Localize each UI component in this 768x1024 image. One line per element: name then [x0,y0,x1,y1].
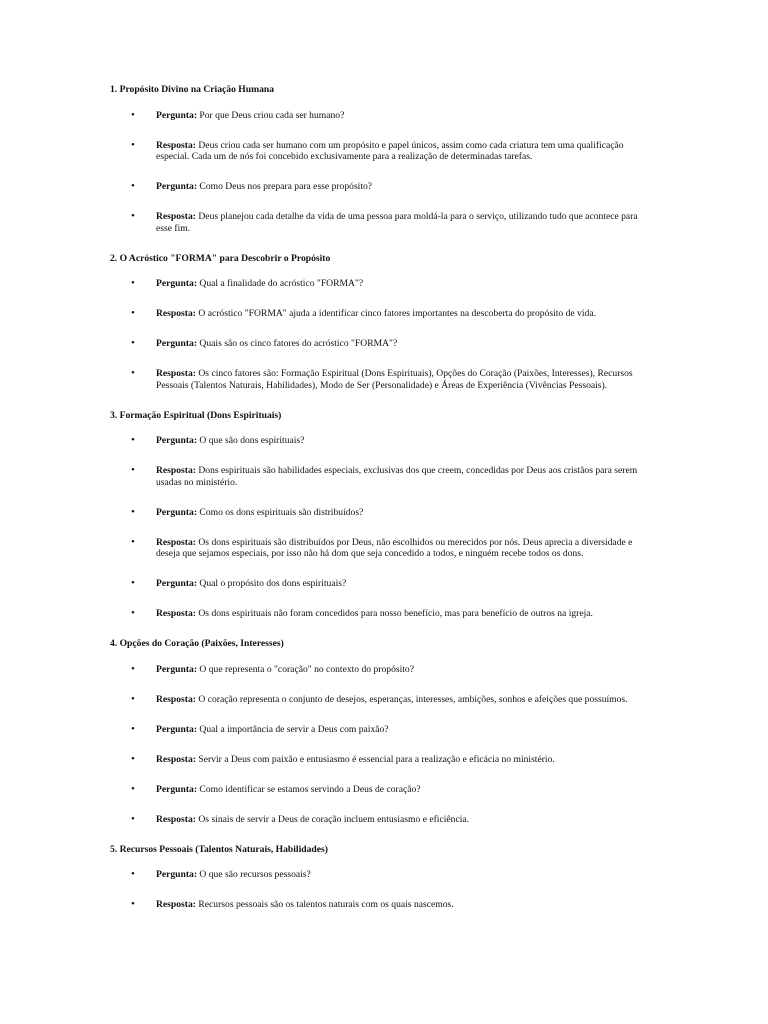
qa-label: Resposta: [156,693,196,705]
qa-label: Resposta: [156,753,196,765]
list-item [110,507,655,519]
list-item [110,694,655,706]
section-heading: 2. O Acróstico "FORMA" para Descobrir o Propósito [110,252,331,264]
list-item [110,181,655,193]
qa-list [110,110,655,235]
qa-list [110,435,655,620]
list-item [110,110,655,122]
list-item [110,308,655,320]
qa-text: O que são dons espirituais? [197,435,305,446]
bullet-icon: • [131,138,135,151]
qa-text: O coração representa o conjunto de desejos, esperanças, interesses, ambições, sonhos e afeições que possuímos. [195,693,628,705]
qa-list [110,869,655,911]
qa-text: O que são recursos pessoais? [197,869,311,880]
qa-text: Os sinais de servir a Deus de coração incluem entusiasmo e eficiência. [195,813,470,825]
qa-label: Pergunta: [156,435,198,446]
qa-text: Como identificar se estamos servindo a Deus de coração? [197,783,421,795]
qa-label: Pergunta: [156,783,198,795]
list-item [110,278,655,290]
qa-text: Os dons espirituais não foram concedidos para nosso benefício, mas para benefício de outros na igreja. [195,608,593,619]
bullet-icon: • [131,505,135,518]
qa-text: Os dons espirituais são distribuídos por Deus, não escolhidos ou merecidos por nós. Deus aprecia a diversidade e deseja que sejamos especiais, por isso não há dom que seja concedido a todos, e ninguém recebe todos os dons. [156,536,633,559]
qa-text: Os cinco fatores são: Formação Espiritual (Dons Espirituais), Opções do Coração (Paixões, Interesses), Recursos Pessoais (Talentos Naturais, Habilidades), Modo de Ser (Personalidade) e Áreas de Experiência (Vivências Pessoais). [156,368,633,391]
list-item [110,465,655,488]
bullet-icon: • [131,812,135,825]
qa-text: O acróstico "FORMA" ajuda a identificar cinco fatores importantes na descoberta do propósito de vida. [195,308,596,319]
qa-text: Deus planejou cada detalhe da vida de uma pessoa para moldá-la para o serviço, utilizando tudo que acontece para esse fim. [156,211,638,234]
qa-text: Como Deus nos prepara para esse propósito? [197,181,373,192]
bullet-icon: • [131,180,135,192]
list-item [110,608,655,620]
list-item [110,784,655,796]
qa-text: Servir a Deus com paixão e entusiasmo é essencial para a realização e eficácia no ministério. [195,753,555,765]
list-item [110,754,655,766]
qa-label: Pergunta: [156,278,198,289]
qa-label: Resposta: [156,368,196,379]
list-item [110,368,655,391]
qa-label: Resposta: [156,536,196,548]
list-item [110,869,655,881]
qa-label: Pergunta: [156,506,198,518]
qa-label: Resposta: [156,308,196,319]
qa-text: Deus criou cada ser humano com um propósito e papel únicos, assim como cada criatura tem uma qualificação especial. Cada um de nós foi concebido exclusivamente para a realização de determinadas tarefas. [156,139,624,162]
bullet-icon: • [131,898,135,910]
list-item [110,724,655,736]
qa-label: Resposta: [156,813,196,825]
qa-label: Resposta: [156,465,196,476]
qa-label: Pergunta: [156,723,198,735]
list-item [110,435,655,447]
bullet-icon: • [131,782,135,795]
qa-text: Como os dons espirituais são distribuídos? [197,506,364,518]
bullet-icon: • [131,535,135,548]
list-item [110,537,655,560]
qa-text: Qual o propósito dos dons espirituais? [197,578,347,589]
qa-text: Qual a finalidade do acróstico "FORMA"? [197,278,364,289]
section-heading: 3. Formação Espiritual (Dons Espirituais) [110,409,282,421]
bullet-icon: • [131,752,135,765]
qa-label: Pergunta: [156,869,198,880]
qa-text: O que representa o "coração" no contexto do propósito? [197,663,414,675]
section-heading: 1. Propósito Divino na Criação Humana [110,84,274,95]
qa-label: Pergunta: [156,181,198,192]
list-item [110,664,655,676]
list-item [110,814,655,826]
document-content [110,84,655,929]
qa-label: Resposta: [156,211,196,222]
qa-text: Recursos pessoais são os talentos naturais com os quais nascemos. [195,899,454,910]
qa-label: Resposta: [156,139,196,151]
bullet-icon: • [131,662,135,675]
section-heading: 5. Recursos Pessoais (Talentos Naturais, Habilidades) [110,843,328,855]
bullet-icon: • [131,868,135,880]
qa-list [110,664,655,826]
bullet-icon: • [131,210,135,222]
bullet-icon: • [131,464,135,476]
list-item [110,211,655,234]
list-item [110,899,655,911]
bullet-icon: • [131,607,135,619]
qa-label: Resposta: [156,899,196,910]
qa-label: Pergunta: [156,338,198,349]
bullet-icon: • [131,337,135,349]
qa-text: Qual a importância de servir a Deus com paixão? [197,723,389,735]
bullet-icon: • [131,277,135,289]
section-heading: 4. Opções do Coração (Paixões, Interesses) [110,638,284,649]
bullet-icon: • [131,577,135,589]
bullet-icon: • [131,307,135,319]
qa-label: Pergunta: [156,109,198,121]
bullet-icon: • [131,434,135,446]
qa-label: Resposta: [156,608,196,619]
bullet-icon: • [131,367,135,379]
list-item [110,338,655,350]
bullet-icon: • [131,108,135,121]
qa-list [110,278,655,391]
list-item [110,140,655,163]
bullet-icon: • [131,722,135,735]
bullet-icon: • [131,692,135,705]
qa-text: Dons espirituais são habilidades especiais, exclusivas dos que creem, concedidas por Deus aos cristãos para serem usadas no ministério. [156,465,638,488]
qa-label: Pergunta: [156,663,198,675]
list-item [110,578,655,590]
qa-label: Pergunta: [156,578,198,589]
qa-text: Por que Deus criou cada ser humano? [197,109,345,121]
qa-text: Quais são os cinco fatores do acróstico "FORMA"? [197,338,398,349]
